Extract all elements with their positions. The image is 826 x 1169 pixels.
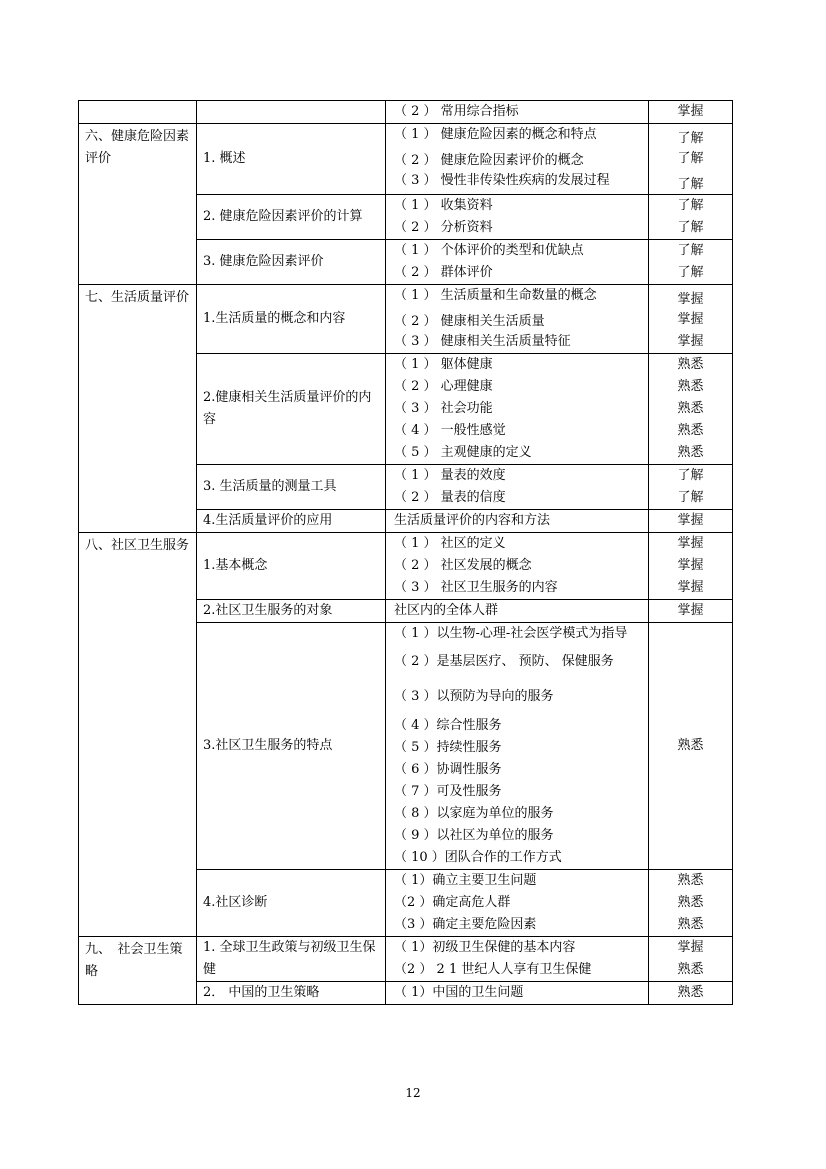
content-item: （ 1）初级卫生保健的基本内容: [394, 940, 576, 955]
level-item: 了解: [677, 177, 704, 192]
level-cell: [649, 510, 733, 533]
topic-cell: 六、健康危险因素评价: [79, 124, 197, 285]
content-item: （ 1 ） 社区的定义: [394, 536, 506, 551]
level-cell: [649, 354, 733, 465]
table-row: [79, 533, 733, 600]
level-item: 了解: [677, 468, 704, 483]
content-item: （2 ）确定高危人群: [394, 895, 511, 910]
content-item: （ 1）中国的卫生问题: [394, 985, 524, 1000]
level-item: 熟悉: [677, 423, 704, 438]
content-item: （ 2 ） 分析资料: [394, 220, 493, 235]
table-row: [79, 124, 733, 195]
subtopic-cell: 1.基本概念: [197, 533, 386, 600]
content-cell: [386, 600, 649, 623]
content-cell: [386, 285, 649, 354]
level-item: 了解: [677, 243, 704, 258]
content-cell: [386, 870, 649, 937]
content-item: （ 10 ）团队合作的工作方式: [394, 850, 562, 865]
topic-cell: 八、社区卫生服务: [79, 533, 197, 937]
content-item: （ 9 ）以社区为单位的服务: [394, 828, 554, 843]
content-cell: [386, 510, 649, 533]
content-cell: [386, 124, 649, 195]
content-cell: [386, 623, 649, 870]
content-item: 社区内的全体人群: [394, 603, 499, 618]
content-item: （ 2 ） 健康危险因素评价的概念: [394, 153, 584, 168]
content-item: （ 7 ）可及性服务: [394, 784, 502, 799]
subtopic-cell: 3. 健康危险因素评价: [197, 240, 386, 285]
content-item: （2 ） 2 1 世纪人人享有卫生保健: [394, 962, 592, 977]
table-row: [79, 101, 733, 124]
subtopic-cell: 4.社区诊断: [197, 870, 386, 937]
content-cell: [386, 354, 649, 465]
content-item: （ 2 ） 常用综合指标: [394, 104, 519, 119]
subtopic-cell: 1. 概述: [197, 124, 386, 195]
content-cell: [386, 937, 649, 982]
content-item: （ 5 ） 主观健康的定义: [394, 445, 532, 460]
content-item: （ 1 ） 收集资料: [394, 198, 493, 213]
content-item: （ 1 ）以生物-心理-社会医学模式为指导: [394, 626, 628, 641]
level-item: 熟悉: [677, 917, 704, 932]
content-item: （ 3 ） 社区卫生服务的内容: [394, 580, 558, 595]
level-cell: [649, 533, 733, 600]
level-item: 掌握: [677, 558, 704, 573]
level-item: 了解: [677, 490, 704, 505]
subtopic-cell: [197, 101, 386, 124]
level-cell: [649, 124, 733, 195]
page-number: 12: [405, 1086, 421, 1100]
content-item: （ 4 ）综合性服务: [394, 718, 502, 733]
content-item: （ 3 ） 社会功能: [394, 401, 493, 416]
content-item: （ 8 ）以家庭为单位的服务: [394, 806, 554, 821]
level-item: 熟悉: [677, 379, 704, 394]
level-item: 掌握: [677, 940, 704, 955]
subtopic-cell: 2． 中国的卫生策略: [197, 982, 386, 1005]
subtopic-cell: 2. 健康危险因素评价的计算: [197, 195, 386, 240]
level-item: 掌握: [677, 334, 704, 349]
level-item: 掌握: [677, 513, 704, 528]
level-cell: [649, 285, 733, 354]
topic-cell: 七、生活质量评价: [79, 285, 197, 533]
level-item: 熟悉: [677, 445, 704, 460]
level-item: 了解: [677, 151, 704, 166]
content-item: （ 1 ） 个体评价的类型和优缺点: [394, 243, 584, 258]
content-item: （ 3 ） 健康相关生活质量特征: [394, 334, 571, 349]
content-cell: [386, 195, 649, 240]
content-item: （ 3 ）以预防为导向的服务: [394, 689, 554, 704]
content-item: （ 4 ） 一般性感觉: [394, 423, 506, 438]
level-item: 了解: [677, 265, 704, 280]
content-cell: [386, 240, 649, 285]
subtopic-cell: 2.社区卫生服务的对象: [197, 600, 386, 623]
level-item: 熟悉: [677, 357, 704, 372]
topic-cell: [79, 101, 197, 124]
topic-cell: 九、 社会卫生策略: [79, 937, 197, 1005]
level-cell: [649, 195, 733, 240]
level-item: 掌握: [677, 104, 704, 119]
level-item: 了解: [677, 220, 704, 235]
level-item: 掌握: [677, 603, 704, 618]
level-item: 熟悉: [677, 985, 704, 1000]
level-item: 掌握: [677, 292, 704, 307]
subtopic-cell: 3.社区卫生服务的特点: [197, 623, 386, 870]
content-cell: [386, 533, 649, 600]
level-cell: 熟悉: [649, 623, 733, 870]
table-row: [79, 937, 733, 982]
content-item: （ 1 ） 躯体健康: [394, 357, 493, 372]
level-cell: [649, 240, 733, 285]
content-item: （ 2 ）是基层医疗、 预防、 保健服务: [394, 654, 614, 669]
level-cell: [649, 870, 733, 937]
level-item: 熟悉: [677, 401, 704, 416]
content-item: （ 6 ）协调性服务: [394, 762, 502, 777]
level-cell: [649, 101, 733, 124]
content-cell: [386, 101, 649, 124]
level-item: 掌握: [677, 536, 704, 551]
level-cell: [649, 465, 733, 510]
level-item: 掌握: [677, 312, 704, 327]
level-cell: [649, 937, 733, 982]
level-item: 熟悉: [677, 873, 704, 888]
content-item: （ 1 ） 生活质量和生命数量的概念: [394, 288, 597, 303]
content-item: （ 2 ） 社区发展的概念: [394, 558, 532, 573]
content-item: （ 2 ） 量表的信度: [394, 490, 506, 505]
content-item: （ 2 ） 健康相关生活质量: [394, 314, 545, 329]
subtopic-cell: 1.生活质量的概念和内容: [197, 285, 386, 354]
content-item: （ 2 ） 群体评价: [394, 265, 493, 280]
level-item: 熟悉: [677, 962, 704, 977]
subtopic-cell: 4.生活质量评价的应用: [197, 510, 386, 533]
content-item: （ 5 ）持续性服务: [394, 740, 502, 755]
content-cell: [386, 465, 649, 510]
content-item: （3 ）确定主要危险因素: [394, 917, 537, 932]
level-cell: [649, 982, 733, 1005]
subtopic-cell: 3. 生活质量的测量工具: [197, 465, 386, 510]
level-item: 熟悉: [677, 895, 704, 910]
level-item: 了解: [677, 198, 704, 213]
content-cell: [386, 982, 649, 1005]
syllabus-table: [78, 100, 733, 1005]
content-item: （ 1 ） 健康危险因素的概念和特点: [394, 127, 597, 142]
content-item: （ 1 ） 量表的效度: [394, 468, 506, 483]
content-item: 生活质量评价的内容和方法: [394, 513, 551, 528]
subtopic-cell: 1. 全球卫生政策与初级卫生保健: [197, 937, 386, 982]
level-item: 了解: [677, 131, 704, 146]
content-item: （ 2 ） 心理健康: [394, 379, 493, 394]
level-item: 掌握: [677, 580, 704, 595]
level-cell: [649, 600, 733, 623]
content-item: （ 3 ） 慢性非传染性疾病的发展过程: [394, 173, 610, 188]
subtopic-cell: 2.健康相关生活质量评价的内容: [197, 354, 386, 465]
table-row: [79, 285, 733, 354]
content-item: （ 1）确立主要卫生问题: [394, 873, 537, 888]
